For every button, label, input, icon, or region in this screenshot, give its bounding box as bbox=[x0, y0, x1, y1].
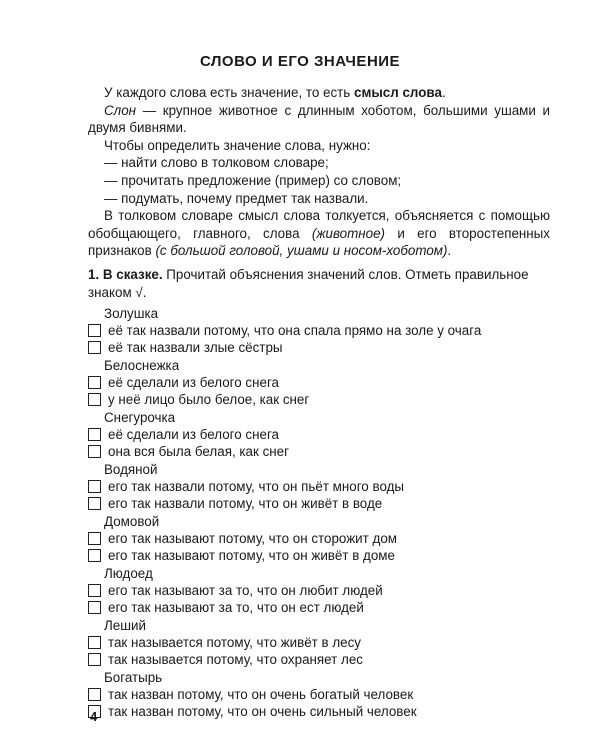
option-row[interactable] bbox=[88, 495, 558, 512]
option-row[interactable] bbox=[88, 530, 558, 547]
word-name: Леший bbox=[104, 618, 146, 633]
option-text: так назван потому, что он очень богатый человек bbox=[108, 687, 414, 702]
option-text: её сделали из белого снега bbox=[108, 375, 280, 390]
option-row[interactable] bbox=[88, 686, 558, 703]
option-row[interactable] bbox=[88, 374, 558, 391]
word-group bbox=[88, 409, 558, 460]
option-row[interactable] bbox=[88, 322, 558, 339]
checkbox[interactable] bbox=[88, 341, 101, 354]
checkbox[interactable] bbox=[88, 636, 101, 649]
p4-text-b: и его второстепенных признаков bbox=[88, 225, 550, 259]
word-group bbox=[88, 461, 558, 512]
option-row[interactable] bbox=[88, 339, 558, 356]
option-row[interactable] bbox=[88, 391, 558, 408]
option-row[interactable] bbox=[88, 547, 558, 564]
option-text: её так назвали злые сёстры bbox=[108, 340, 283, 355]
word-name: Домовой bbox=[104, 514, 160, 529]
task-instruction: Прочитай объяснения значений слов. Отметь правильное знаком √. bbox=[88, 267, 529, 300]
word-name: Водяной bbox=[104, 462, 158, 477]
option-text: так называется потому, что живёт в лесу bbox=[108, 635, 361, 650]
checkbox[interactable] bbox=[88, 532, 101, 545]
word-list bbox=[88, 304, 558, 720]
p4-text-c: . bbox=[447, 243, 452, 259]
word-name: Людоед bbox=[104, 566, 153, 581]
p1-text: У каждого слова есть значение, то есть bbox=[104, 85, 355, 100]
option-text: она вся была белая, как снег bbox=[108, 444, 289, 459]
task-number-title: 1. В сказке. bbox=[88, 267, 163, 282]
word-group bbox=[88, 513, 558, 564]
word-name: Снегурочка bbox=[104, 410, 176, 425]
p4-text-a: В толковом словаре смысл слова толкуется, объясняется с помощью обобщающего, главного, слова bbox=[88, 208, 550, 241]
option-row[interactable] bbox=[88, 651, 558, 668]
checkbox[interactable] bbox=[88, 393, 101, 406]
option-text: её сделали из белого снега bbox=[108, 427, 280, 442]
intro-step: — подумать, почему предмет так назвали. bbox=[104, 190, 369, 206]
option-text: его так называют потому, что он живёт в доме bbox=[108, 548, 395, 563]
intro-step: — найти слово в толковом словаре; bbox=[104, 155, 329, 171]
task-heading bbox=[88, 266, 550, 301]
option-row[interactable] bbox=[88, 426, 558, 443]
option-text: его так называют за то, что он любит людей bbox=[108, 583, 383, 598]
option-row[interactable] bbox=[88, 478, 558, 495]
checkbox[interactable] bbox=[88, 324, 101, 337]
option-row[interactable] bbox=[88, 582, 558, 599]
option-text: его так называют потому, что он сторожит дом bbox=[108, 531, 397, 546]
word-group bbox=[88, 305, 558, 356]
word-group bbox=[88, 617, 558, 668]
p4-italic-1: (животное) bbox=[311, 225, 385, 241]
option-text: его так назвали потому, что он пьёт много воды bbox=[108, 479, 405, 494]
checkbox[interactable] bbox=[88, 601, 101, 614]
checkbox[interactable] bbox=[88, 653, 101, 666]
option-text: у неё лицо было белое, как снег bbox=[108, 392, 310, 407]
intro-paragraph-4 bbox=[88, 207, 550, 260]
intro-paragraph-2 bbox=[88, 102, 550, 137]
checkbox[interactable] bbox=[88, 549, 101, 562]
p1-bold: смысл слова bbox=[354, 85, 442, 100]
checkbox[interactable] bbox=[88, 480, 101, 493]
option-text: так называется потому, что охраняет лес bbox=[108, 652, 363, 667]
checkbox[interactable] bbox=[88, 445, 101, 458]
intro-paragraph-3: Чтобы определить значение слова, нужно: bbox=[104, 137, 371, 153]
page-number: 4 bbox=[90, 709, 98, 724]
p2-text: — крупное животное с длинным хоботом, большими ушами и двумя бивнями. bbox=[88, 102, 550, 136]
p2-italic: Слон bbox=[104, 102, 137, 118]
checkbox[interactable] bbox=[88, 688, 101, 701]
word-name: Богатырь bbox=[104, 670, 163, 685]
option-text: его так назвали потому, что он живёт в воде bbox=[108, 496, 383, 511]
page-title: СЛОВО И ЕГО ЗНАЧЕНИЕ bbox=[199, 53, 401, 70]
intro-step: — прочитать предложение (пример) со словом; bbox=[104, 172, 402, 188]
intro-text bbox=[88, 84, 550, 260]
option-row[interactable] bbox=[88, 599, 558, 616]
word-group bbox=[88, 565, 558, 616]
checkbox[interactable] bbox=[88, 428, 101, 441]
checkbox[interactable] bbox=[88, 584, 101, 597]
p4-italic-2: (с большой головой, ушами и носом-хоботом) bbox=[155, 243, 448, 259]
p1-end: . bbox=[441, 85, 446, 100]
option-row[interactable] bbox=[88, 634, 558, 651]
checkbox[interactable] bbox=[88, 497, 101, 510]
word-group bbox=[88, 357, 558, 408]
option-row[interactable] bbox=[88, 443, 558, 460]
option-text: так назван потому, что он очень сильный человек bbox=[108, 704, 417, 719]
word-group bbox=[88, 669, 558, 720]
word-name: Белоснежка bbox=[104, 358, 180, 373]
option-text: его так называют за то, что он ест людей bbox=[108, 600, 364, 615]
intro-paragraph-1 bbox=[88, 84, 550, 102]
option-text: её так назвали потому, что она спала прямо на золе у очага bbox=[108, 323, 482, 338]
option-row[interactable] bbox=[88, 703, 558, 720]
word-name: Золушка bbox=[104, 306, 159, 321]
checkbox[interactable] bbox=[88, 376, 101, 389]
